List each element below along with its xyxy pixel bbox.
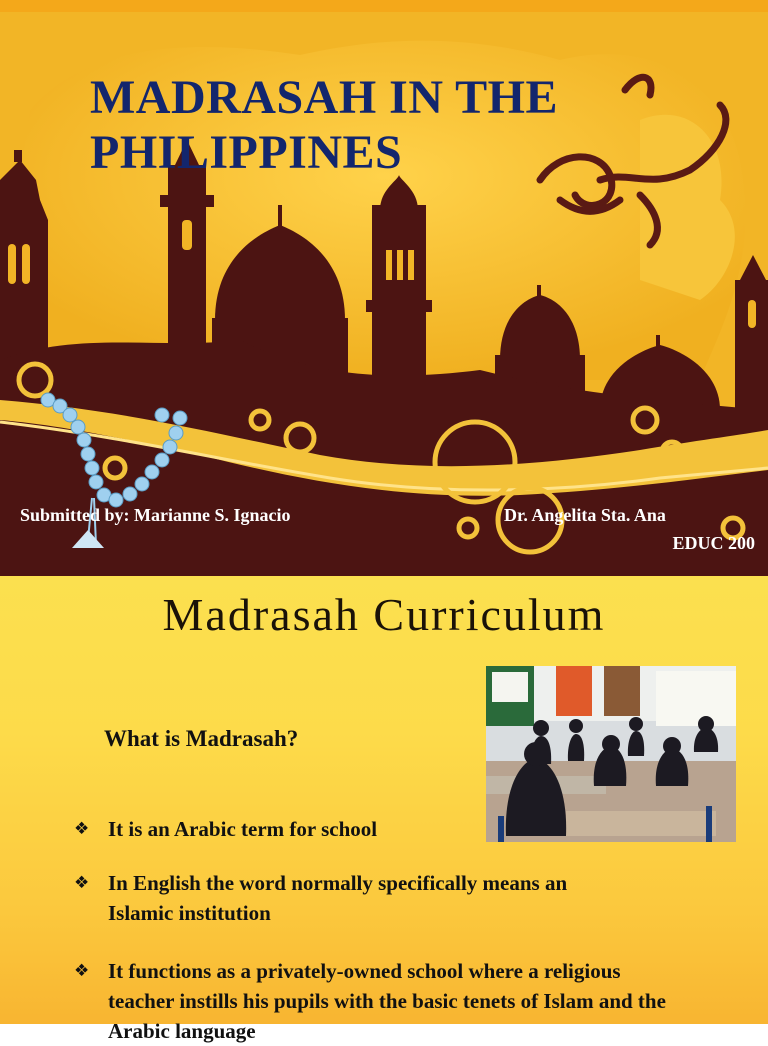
submitted-by-text: Submitted by: Marianne S. Ignacio	[20, 505, 291, 525]
question-heading: What is Madrasah?	[104, 726, 299, 751]
curriculum-slide	[0, 576, 768, 1043]
bullet-item: ❖ It functions as a privately-owned school where a religious teacher instills his pupils with the basic tenets of Islam and the Arabic language	[74, 956, 714, 1046]
bullet-item: ❖ It is an Arabic term for school	[74, 814, 714, 844]
course-code: EDUC 200	[672, 533, 755, 553]
advisor-name: Dr. Angelita Sta. Ana	[504, 505, 666, 525]
bullet-item: ❖ In English the word normally specifically means an Islamic institution	[74, 868, 714, 928]
slide-title: MADRASAH IN THE PHILIPPINES	[90, 71, 558, 179]
diamond-bullet-icon: ❖	[74, 819, 90, 839]
curriculum-title: Madrasah Curriculum	[162, 589, 606, 640]
diamond-bullet-icon: ❖	[74, 961, 90, 981]
diamond-bullet-icon: ❖	[74, 873, 90, 893]
